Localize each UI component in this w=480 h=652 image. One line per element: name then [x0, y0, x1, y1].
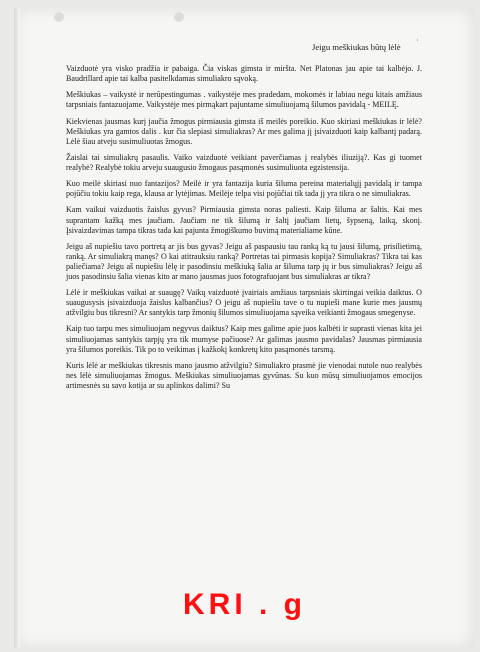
header-red-mark: ʾ	[416, 38, 419, 48]
sheet-shadow-edge	[14, 8, 20, 648]
paragraph: Meškiukas – vaikystė ir nerūpestingumas . vaikystėje mes pradedam, mokomės ir labiau negu kitais amžiaus tarpsniais fantazuojame. Vaikystėje mes pirmąkart pajuntame simuliuojamą šilumos pavidalą - MEILĘ.	[66, 90, 422, 110]
red-stamp-label: KRI . g	[183, 588, 306, 621]
paragraph: Kaip tuo tarpu mes simuliuojam negyvus daiktus? Kaip mes galime apie juos kalbėti ir suprasti vienas kita jei simuliuojamas santykis tarpjų yra tik mumyse pačiuose? Ar galimas jausmo pavidalas? Jausmas pirmiausia yra šilumos poreikis. Tik po to veikimas į kažkokį konkretų kito pasąmonės tarsmą.	[66, 324, 422, 354]
paragraph: Jeigu aš nupiešiu tavo portretą ar jis bus gyvas? Jeigu aš paspausiu tau ranką ką tu jausi šilumą, prisilietimą, ranką. Ar simuliakrą manęs? O kai atitrauksiu ranką? Portretas tai pirmasis kopija? Simuliakras? Tikra tai kas paliečiama? Jeigu aš nupiešiu lėlę ir pasodinsiu meškiuką šalia ar šiluma tarp jų ir bus simuliakras? Jeigu aš juos pasodinsiu šalia vienas kito ar mano jausmas juos fotografuojant bus simuliakras ar tikra?	[66, 241, 422, 281]
paragraph: Kuris lėlė ar meškiukas tikresnis mano jausmo atžvilgiu? Simuliakro prasmė jie vienodai nutole nuo realybės nes lėlė simuliuojamas žmogus. Meškiukas simuliuojamas gyvūnas. Su kuo mūsų simuliuojamos emocijos artimesnės su savo kotija ar su aplinkos dalimi? Su	[66, 360, 422, 390]
punch-hole	[174, 12, 184, 22]
paragraph: Vaizduotė yra visko pradžia ir pabaiga. Čia viskas gimsta ir miršta. Net Platonas jau apie tai kalbėjo. J. Baudrillard apie tai kalba pasitelkdamas simuliakro sąvoką.	[66, 64, 422, 84]
paragraph: Lėlė ir meškiukas vaikai ar suaugę? Vaikų vaizduotė įvairiais amžiaus tarpsniais skirtingai veikia daiktus. O suaugusysis įsivaizduoja žaislus kalbančius? O jeigu aš nupiešiu tave o tu nupieši mane kurie mes jausmų atžvilgiu bus tikresni? Ar santykis tarp žmonių šilumos simuliuojama sąveika veikianti žmogaus smegenyse.	[66, 288, 422, 318]
paragraph: Kam vaikui vaizduotis žaislus gyvus? Pirmiausia gimsta noras paliesti. Kaip šiluma ar šaltis. Kai mes suprantam kažką mes jaučiam. Jaučiam ne tik šilumą ir šaltį jaučiam lietų, šypseną, laiką, skonį. Įsivaizdavimas tampa tikras tada kai pajunta žmogiškumo buvimą materialiame kūne.	[66, 205, 422, 235]
essay-body	[66, 64, 422, 397]
page-header-title: Jeigu meškiukas būtų lėlė	[312, 42, 401, 52]
paragraph: Kuo meilė skiriasi nuo fantazijos? Meilė ir yra fantazija kuria šiluma pereina materialųjį pavidalą ir tampa pojūčiu tokiu kaip rega, klausa ar lytėjimas. Meilėje telpa visi pojūčiai tik tada jį yra tikra o ne simuliakras.	[66, 179, 422, 199]
paragraph: Žaislai tai simuliakrų pasaulis. Vaiko vaizduotė veikiant paverčiamas į realybės iliuziją?. Kas gi tuomet realybė? Realybė tokiu arveju suaugusio žmogaus pasąmonės susimuliuota egzistensija.	[66, 152, 422, 172]
punch-hole	[54, 12, 64, 22]
paragraph: Kiekvienas jausmas kurį jaučia žmogus pirmiausia gimsta iš meilės poreikio. Kuo skiriasi meškiukas ir lėlė? Meškiukas yra gamtos dalis . kur čia slepiasi simuliakras? Ar mes galima jį įsivaizduoti kaip kalbantį padarą. Lėlė šiau atveju susimuliuotas žmogus.	[66, 116, 422, 146]
